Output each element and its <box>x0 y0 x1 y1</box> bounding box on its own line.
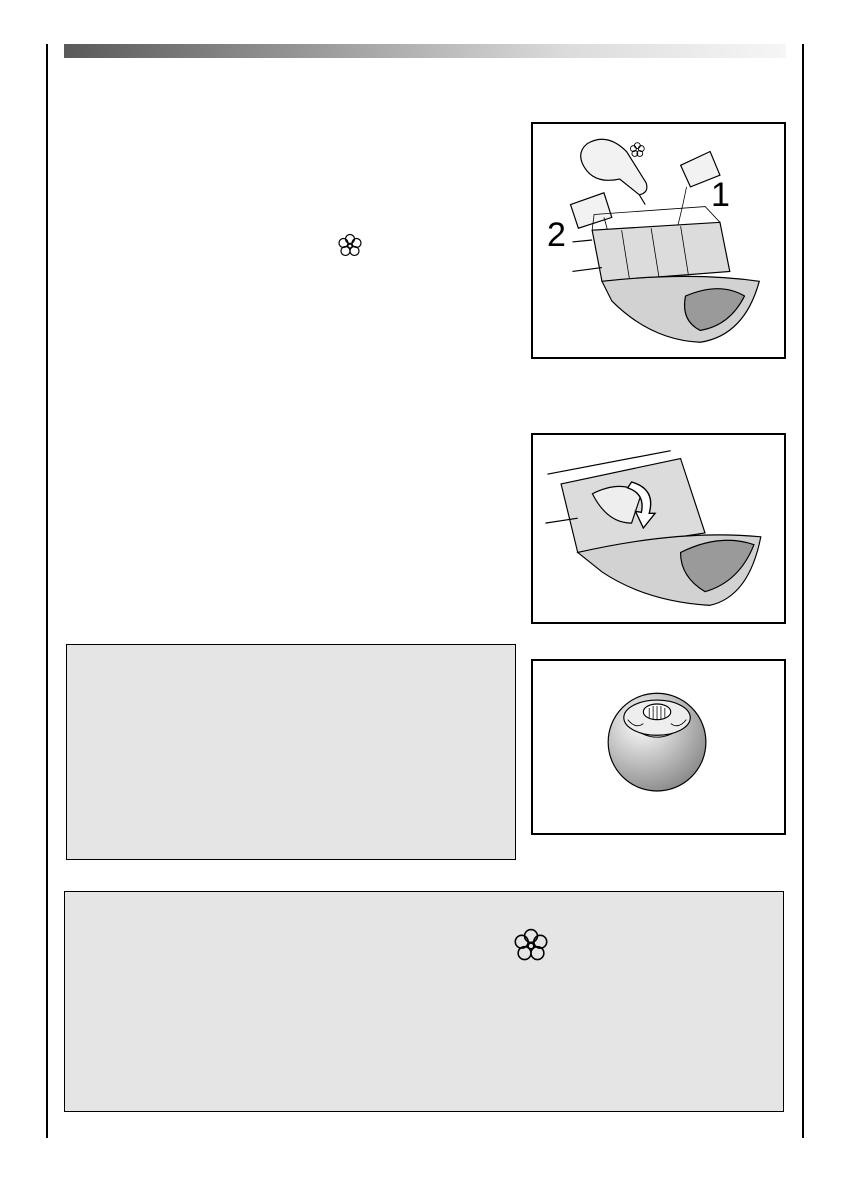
left-margin-line <box>46 44 48 1138</box>
figure-dispenser-pour <box>531 122 786 359</box>
softener-flower-icon <box>336 232 364 260</box>
dispenser-pour-illustration <box>533 124 784 357</box>
figure-dispenser-siphon <box>531 433 786 624</box>
dosing-ball-illustration <box>533 661 784 833</box>
figure-liquid-ball <box>531 659 786 835</box>
dosing-ball-icon <box>608 693 706 791</box>
callout-1: 1 <box>711 176 730 214</box>
right-margin-line <box>802 44 804 1138</box>
callout-2: 2 <box>547 216 566 254</box>
softener-flower-icon <box>511 926 551 966</box>
note-box-bottom <box>64 891 784 1112</box>
softener-flower-icon <box>630 143 644 157</box>
header-gradient-bar <box>64 44 786 58</box>
note-box-left <box>66 644 516 860</box>
dispenser-siphon-illustration <box>533 435 784 622</box>
